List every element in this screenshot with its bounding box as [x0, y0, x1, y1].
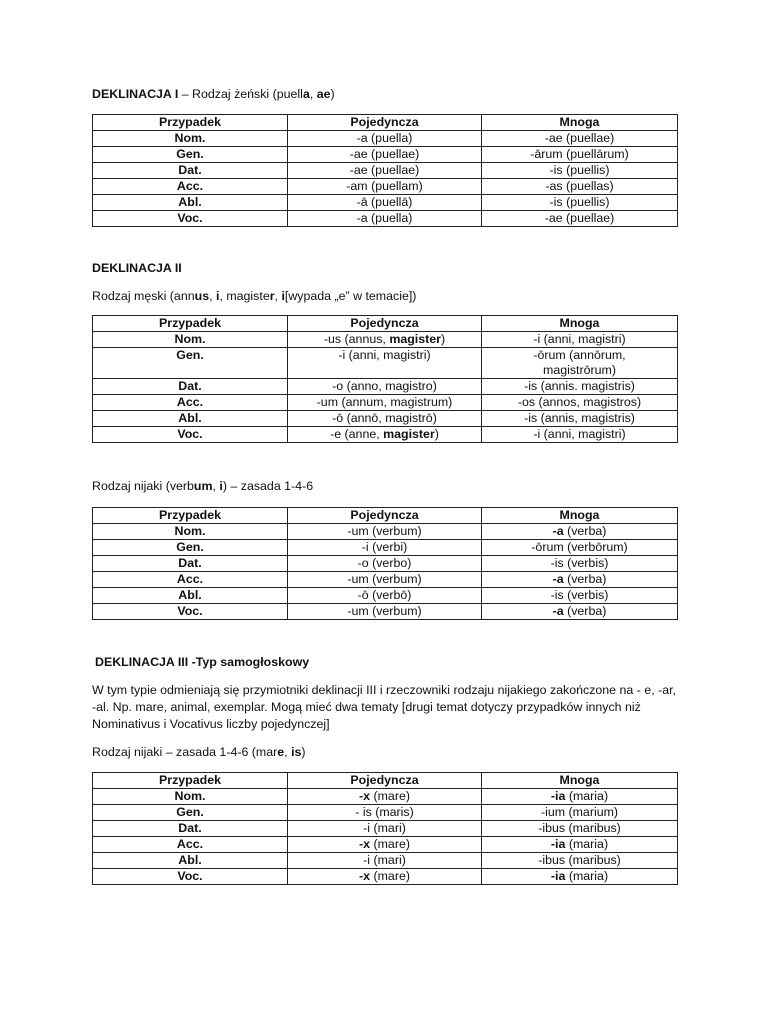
- plural-cell: -os (annos, magistros): [482, 395, 678, 411]
- singular-cell: -ō (annō, magistrō): [288, 411, 482, 427]
- plural-cell: -ae (puellae): [482, 211, 678, 227]
- plural-cell: [482, 572, 678, 588]
- singular-cell: -ā (puellā): [288, 195, 482, 211]
- subheading-text: Rodzaj nijaki (verb: [92, 479, 194, 493]
- case-cell: Gen.: [93, 147, 288, 163]
- cell-text: (verba): [563, 572, 607, 586]
- subheading-text: ,: [284, 745, 292, 759]
- table-deklinacja-2-masculine: [92, 315, 678, 443]
- cell-bold: -x: [359, 869, 371, 883]
- singular-cell: -i (verbi): [288, 540, 482, 556]
- cell-bold: -x: [359, 789, 371, 803]
- case-cell: Voc.: [93, 211, 288, 227]
- col-header-singular: Pojedyncza: [288, 316, 482, 332]
- cell-text: (maria): [565, 789, 609, 803]
- case-cell: Abl.: [93, 853, 288, 869]
- cell-bold: -ia: [550, 789, 566, 803]
- plural-cell: -is (puellis): [482, 195, 678, 211]
- subheading-text: ,: [274, 289, 282, 303]
- cell-bold: magister: [383, 427, 435, 441]
- table-row: [93, 556, 678, 572]
- heading-bold-ending: a: [302, 87, 310, 101]
- singular-cell: -i (anni, magistri): [288, 348, 482, 379]
- plural-cell: -is (verbis): [482, 556, 678, 572]
- subheading-bold: i: [219, 479, 223, 493]
- cell-text: (mare): [370, 837, 410, 851]
- case-cell: Acc.: [93, 395, 288, 411]
- cell-text: ): [434, 427, 439, 441]
- col-header-case: Przypadek: [93, 773, 288, 789]
- singular-cell: [288, 427, 482, 443]
- deklinacja-3-description: W tym typie odmieniają się przymiotniki deklinacji III i rzeczowniki rodzaju nijakiego zakończone na - e, -ar, -al. Np. mare, animal, exemplar. Mogą mieć dwa tematy [drugi temat dotyczy przypadków innych niż Nominativus i Vocativus liczby pojedynczej]: [92, 683, 676, 731]
- table-row: [93, 332, 678, 348]
- case-cell: Abl.: [93, 195, 288, 211]
- heading-comma: ,: [309, 87, 317, 101]
- singular-cell: - is (maris): [288, 805, 482, 821]
- subheading-text: ,: [209, 289, 216, 303]
- table-row: [93, 163, 678, 179]
- subheading-text: ,: [212, 479, 220, 493]
- singular-cell: -um (verbum): [288, 572, 482, 588]
- plural-cell: -i (anni, magistri): [482, 332, 678, 348]
- subheading-text: , magiste: [219, 289, 270, 303]
- case-cell: Dat.: [93, 821, 288, 837]
- case-cell: Gen.: [93, 540, 288, 556]
- case-cell: Nom.: [93, 131, 288, 147]
- table-row: [93, 821, 678, 837]
- table-deklinacja-2-neuter: [92, 507, 678, 620]
- deklinacja-1-heading: [92, 86, 335, 102]
- table-row: [93, 604, 678, 620]
- subheading-text: Rodzaj męski (ann: [92, 289, 195, 303]
- case-cell: Voc.: [93, 427, 288, 443]
- cell-text: (maria): [565, 869, 609, 883]
- table-header-row: [93, 508, 678, 524]
- singular-cell: -am (puellam): [288, 179, 482, 195]
- case-cell: Nom.: [93, 789, 288, 805]
- col-header-singular: Pojedyncza: [288, 508, 482, 524]
- col-header-plural: Mnoga: [482, 773, 678, 789]
- singular-cell: [288, 837, 482, 853]
- plural-cell: [482, 524, 678, 540]
- cell-text: -us (annus,: [323, 332, 390, 346]
- table-row: [93, 805, 678, 821]
- singular-cell: -o (verbo): [288, 556, 482, 572]
- plural-cell: -ae (puellae): [482, 131, 678, 147]
- singular-cell: -um (annum, magistrum): [288, 395, 482, 411]
- subheading-bold: us: [194, 289, 210, 303]
- cell-bold: -a: [552, 572, 564, 586]
- cell-text: (mare): [370, 789, 410, 803]
- col-header-singular: Pojedyncza: [288, 115, 482, 131]
- subheading-bold: um: [193, 479, 213, 493]
- case-cell: Acc.: [93, 837, 288, 853]
- deklinacja-3-heading: DEKLINACJA III -Typ samogłoskowy: [95, 655, 310, 669]
- neuter-subheading-3: [92, 744, 306, 760]
- col-header-case: Przypadek: [93, 316, 288, 332]
- case-cell: Abl.: [93, 411, 288, 427]
- col-header-singular: Pojedyncza: [288, 773, 482, 789]
- plural-cell: -ium (marium): [482, 805, 678, 821]
- table-row: [93, 179, 678, 195]
- heading-close: ): [330, 87, 335, 101]
- case-cell: Nom.: [93, 332, 288, 348]
- case-cell: Acc.: [93, 179, 288, 195]
- col-header-plural: Mnoga: [482, 508, 678, 524]
- cell-bold: -ia: [550, 837, 566, 851]
- cell-bold: -ia: [550, 869, 566, 883]
- heading-bold-ending: ae: [316, 87, 331, 101]
- cell-text: (maria): [565, 837, 609, 851]
- col-header-plural: Mnoga: [482, 115, 678, 131]
- plural-cell: -is (puellis): [482, 163, 678, 179]
- case-cell: Dat.: [93, 379, 288, 395]
- singular-cell: [288, 869, 482, 885]
- cell-text: -ōrum (annōrum,: [533, 348, 626, 362]
- cell-bold: -a: [552, 524, 564, 538]
- plural-cell: [482, 869, 678, 885]
- col-header-case: Przypadek: [93, 508, 288, 524]
- cell-text: (mare): [370, 869, 410, 883]
- table-header-row: [93, 115, 678, 131]
- table-row: [93, 789, 678, 805]
- table-row: [93, 588, 678, 604]
- subheading-text: ) – zasada 1-4-6: [222, 479, 314, 493]
- singular-cell: -i (mari): [288, 853, 482, 869]
- case-cell: Abl.: [93, 588, 288, 604]
- table-row: [93, 411, 678, 427]
- plural-cell: -ibus (maribus): [482, 821, 678, 837]
- subheading-bold: r: [269, 289, 275, 303]
- table-deklinacja-1: [92, 114, 678, 227]
- table-row: [93, 540, 678, 556]
- plural-cell: -ōrum (verbōrum): [482, 540, 678, 556]
- singular-cell: -ō (verbō): [288, 588, 482, 604]
- cell-bold: -a: [552, 604, 564, 618]
- heading-bold: DEKLINACJA I: [92, 87, 179, 101]
- plural-cell: -is (annis. magistris): [482, 379, 678, 395]
- singular-cell: [288, 332, 482, 348]
- table-deklinacja-3-neuter: [92, 772, 678, 885]
- cell-text: -e (anne,: [330, 427, 384, 441]
- case-cell: Dat.: [93, 556, 288, 572]
- cell-text: (verba): [563, 524, 607, 538]
- table-row: [93, 837, 678, 853]
- subheading-bold: i: [215, 289, 220, 303]
- table-row: [93, 147, 678, 163]
- plural-cell: [482, 604, 678, 620]
- case-cell: Voc.: [93, 604, 288, 620]
- neuter-subheading: [92, 478, 313, 494]
- table-row: [93, 853, 678, 869]
- table-row: [93, 869, 678, 885]
- singular-cell: [288, 789, 482, 805]
- case-cell: Gen.: [93, 348, 288, 379]
- plural-cell: [482, 348, 678, 379]
- singular-cell: -a (puella): [288, 211, 482, 227]
- plural-cell: -as (puellas): [482, 179, 678, 195]
- table-row: [93, 211, 678, 227]
- table-row: [93, 572, 678, 588]
- table-header-row: [93, 773, 678, 789]
- table-header-row: [93, 316, 678, 332]
- table-row: [93, 524, 678, 540]
- table-row: [93, 348, 678, 379]
- singular-cell: -o (anno, magistro): [288, 379, 482, 395]
- case-cell: Nom.: [93, 524, 288, 540]
- heading-text: – Rodzaj żeński (puell: [178, 87, 303, 101]
- deklinacja-2-heading: DEKLINACJA II: [92, 261, 182, 275]
- cell-text: magistrōrum): [543, 363, 616, 377]
- cell-text: ): [440, 332, 446, 346]
- table-row: [93, 195, 678, 211]
- table-row: [93, 427, 678, 443]
- subheading-text: [wypada „e” w temacie]): [284, 289, 417, 303]
- plural-cell: -ibus (maribus): [482, 853, 678, 869]
- subheading-bold: e: [277, 745, 285, 759]
- col-header-case: Przypadek: [93, 115, 288, 131]
- subheading-text: Rodzaj nijaki – zasada 1-4-6 (mar: [92, 745, 278, 759]
- subheading-bold: is: [291, 745, 302, 759]
- plural-cell: [482, 837, 678, 853]
- case-cell: Voc.: [93, 869, 288, 885]
- masculine-subheading: [92, 288, 416, 304]
- col-header-plural: Mnoga: [482, 316, 678, 332]
- singular-cell: -i (mari): [288, 821, 482, 837]
- table-row: [93, 379, 678, 395]
- singular-cell: -ae (puellae): [288, 147, 482, 163]
- case-cell: Acc.: [93, 572, 288, 588]
- case-cell: Gen.: [93, 805, 288, 821]
- case-cell: Dat.: [93, 163, 288, 179]
- plural-cell: [482, 789, 678, 805]
- table-row: [93, 395, 678, 411]
- cell-bold: magister: [389, 332, 441, 346]
- singular-cell: -ae (puellae): [288, 163, 482, 179]
- subheading-bold: i: [281, 289, 285, 303]
- subheading-text: ): [301, 745, 306, 759]
- plural-cell: -is (verbis): [482, 588, 678, 604]
- plural-cell: -i (anni, magistri): [482, 427, 678, 443]
- table-row: [93, 131, 678, 147]
- plural-cell: -is (annis, magistris): [482, 411, 678, 427]
- singular-cell: -a (puella): [288, 131, 482, 147]
- plural-cell: -ārum (puellārum): [482, 147, 678, 163]
- cell-bold: -x: [359, 837, 371, 851]
- singular-cell: -um (verbum): [288, 604, 482, 620]
- singular-cell: -um (verbum): [288, 524, 482, 540]
- cell-text: (verba): [563, 604, 607, 618]
